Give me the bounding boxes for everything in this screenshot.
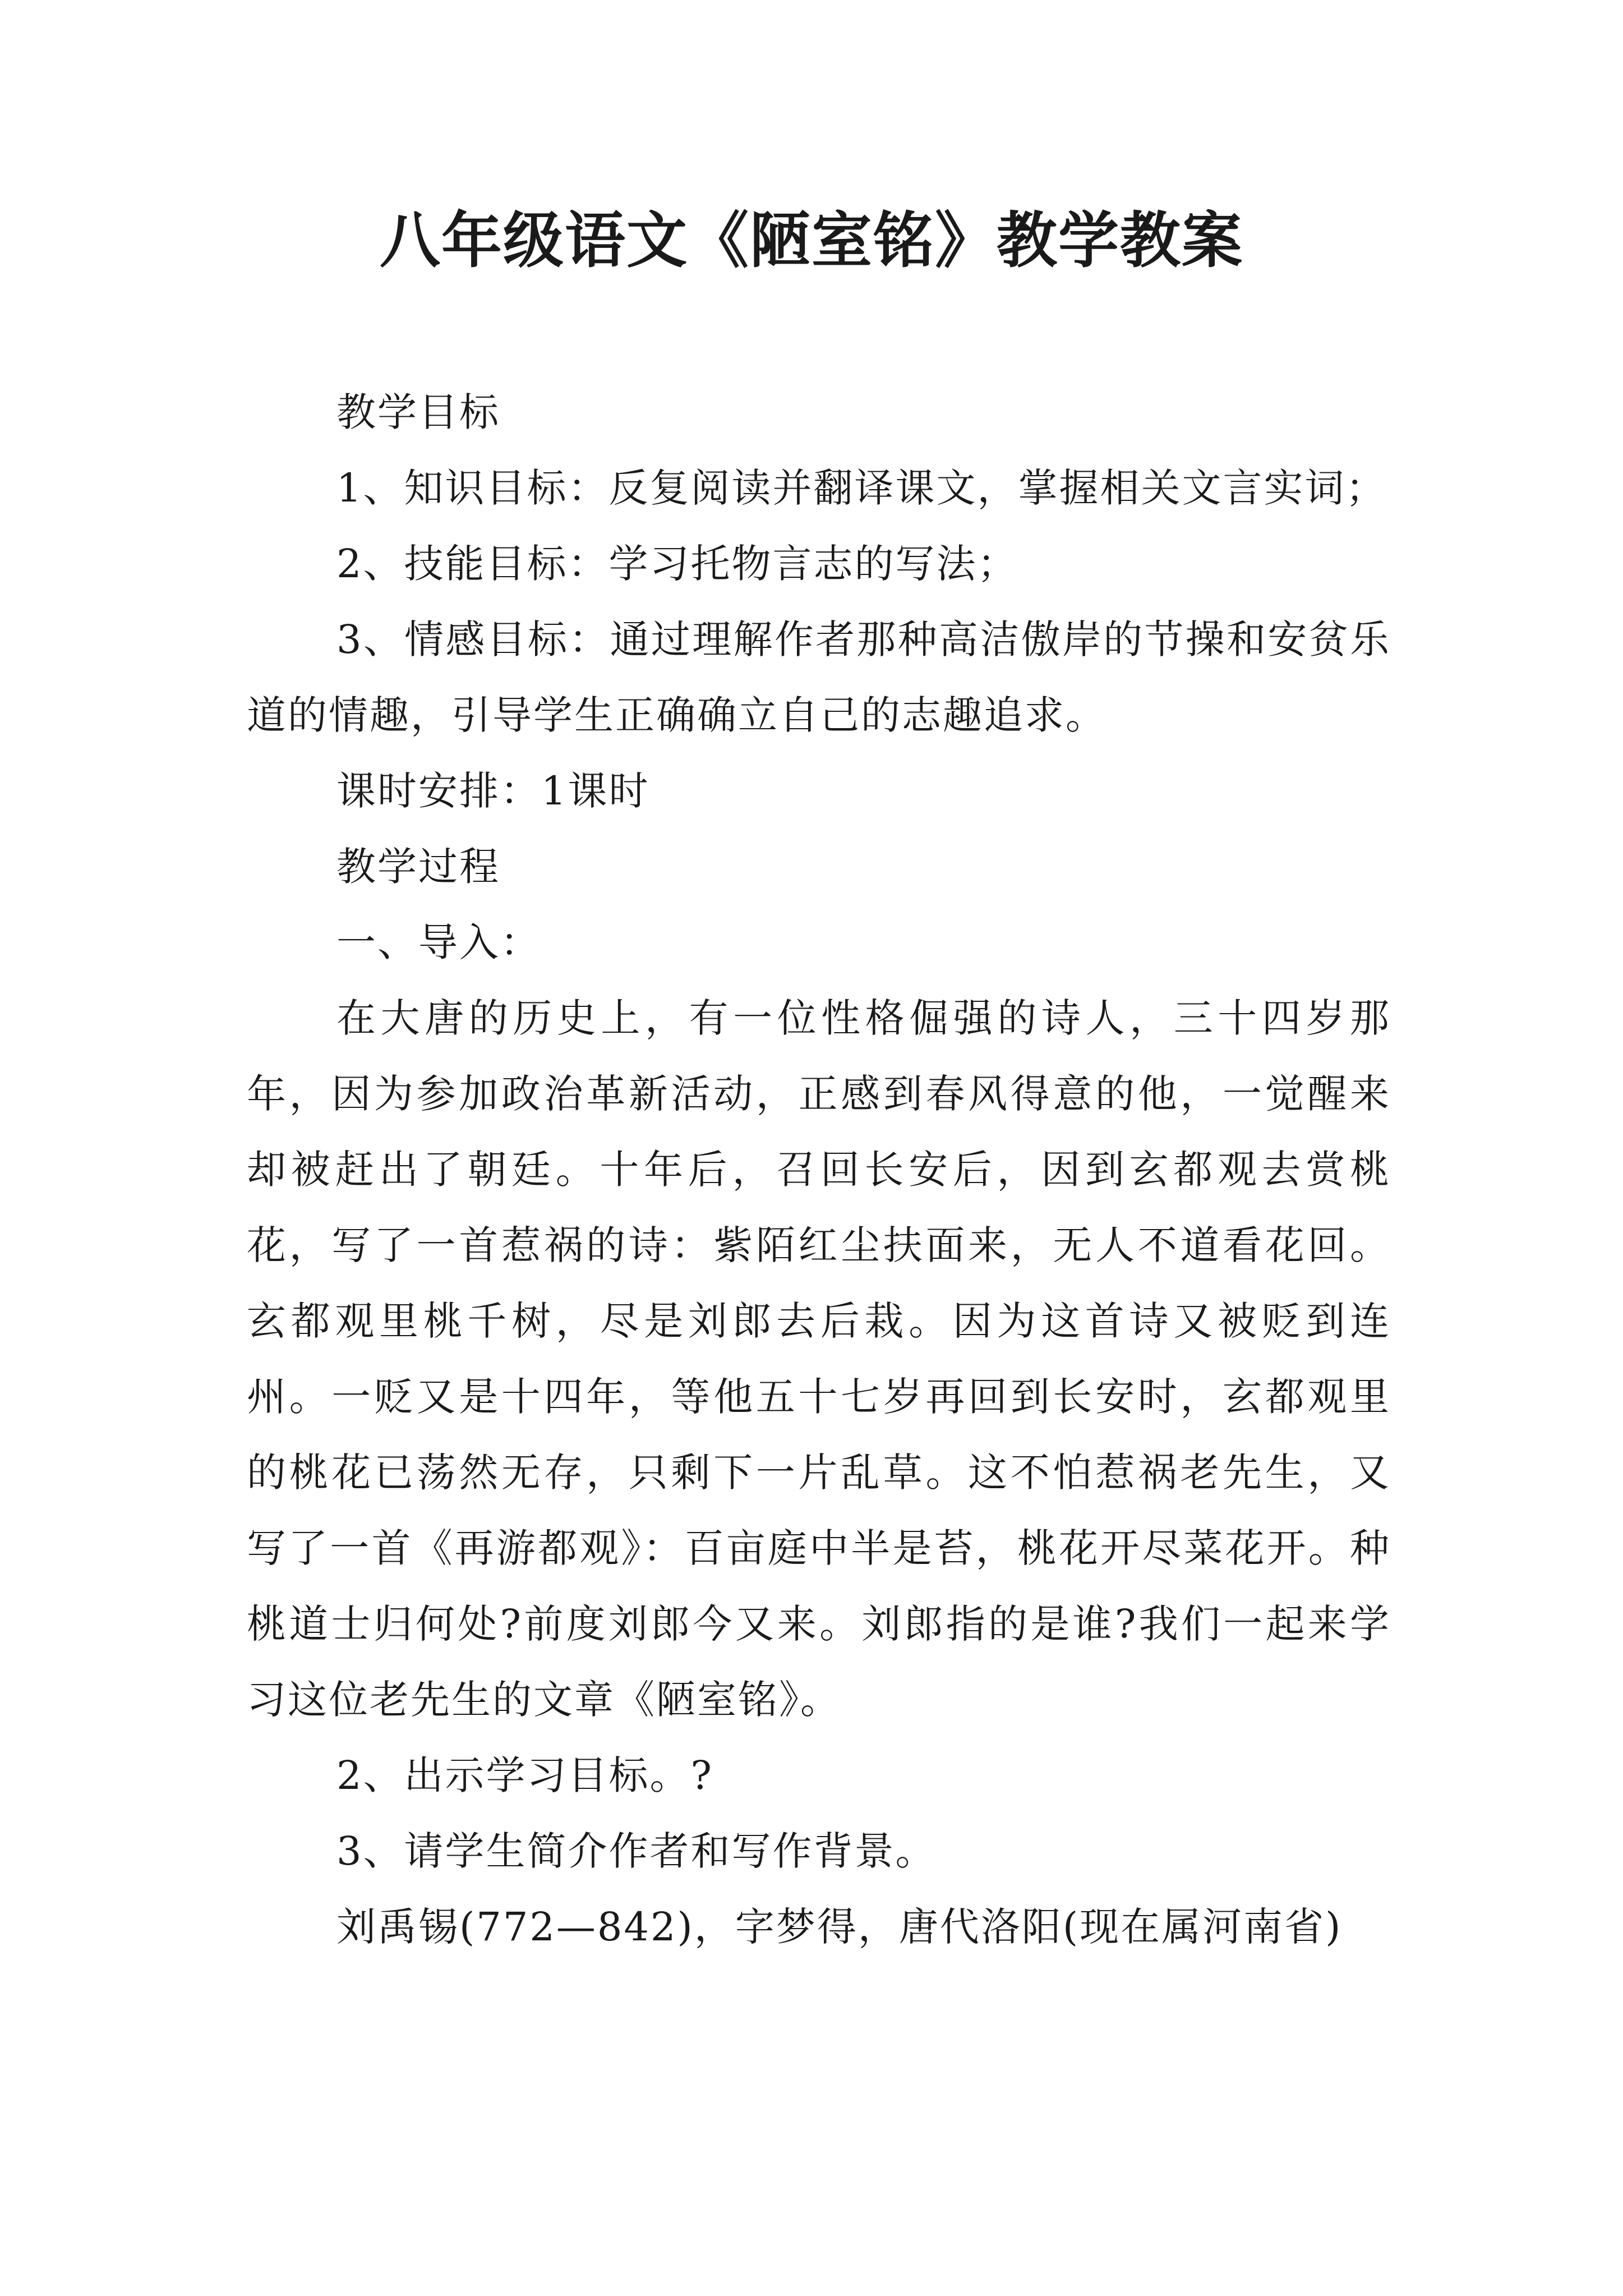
paragraph-knowledge-goal: 1、知识目标：反复阅读并翻译课文，掌握相关文言实词；: [336, 465, 1387, 511]
paragraph-introduction-story: 在大唐的历史上，有一位性格倔强的诗人，三十四岁那年，因为参加政治革新活动，正感到春风得意的他，一觉醒来却被赶出了朝廷。十年后，召回长安后，因到玄都观去赏桃花，写了一首惹祸的诗：紫陌红尘扶面来，无人不道看花回。玄都观里桃千树，尽是刘郎去后栽。因为这首诗又被贬到连州。一贬又是十四年，等他五十七岁再回到长安时，玄都观里的桃花已荡然无存，只剩下一片乱草。这不怕惹祸老先生，又写了一首《再游都观》：百亩庭中半是苔，桃花开尽菜花开。种桃道士归何处?前度刘郎今又来。刘郎指的是谁?我们一起来学习这位老先生的文章《陋室铭》。: [247, 995, 1391, 1723]
paragraph-introduction-heading: 一、导入：: [336, 919, 541, 965]
paragraph-show-objectives: 2、出示学习目标。?: [336, 1752, 714, 1798]
paragraph-class-schedule: 课时安排：1课时: [336, 768, 650, 814]
paragraph-teaching-process-heading: 教学过程: [336, 844, 500, 890]
paragraph-emotion-goal: 3、情感目标：通过理解作者那种高洁傲岸的节操和安贫乐道的情趣，引导学生正确确立自己的志趣追求。: [247, 616, 1391, 738]
document-body: [247, 375, 1391, 1965]
paragraph-author-background: 3、请学生简介作者和写作背景。: [336, 1828, 937, 1874]
document-title: 八年级语文《陋室铭》教学教案: [379, 206, 1243, 276]
paragraph-skill-goal: 2、技能目标：学习托物言志的写法；: [336, 541, 1018, 587]
paragraph-author-bio: 刘禹锡(772—842)，字梦得，唐代洛阳(现在属河南省): [336, 1904, 1343, 1950]
paragraph-teaching-goals-heading: 教学目标: [336, 389, 500, 435]
